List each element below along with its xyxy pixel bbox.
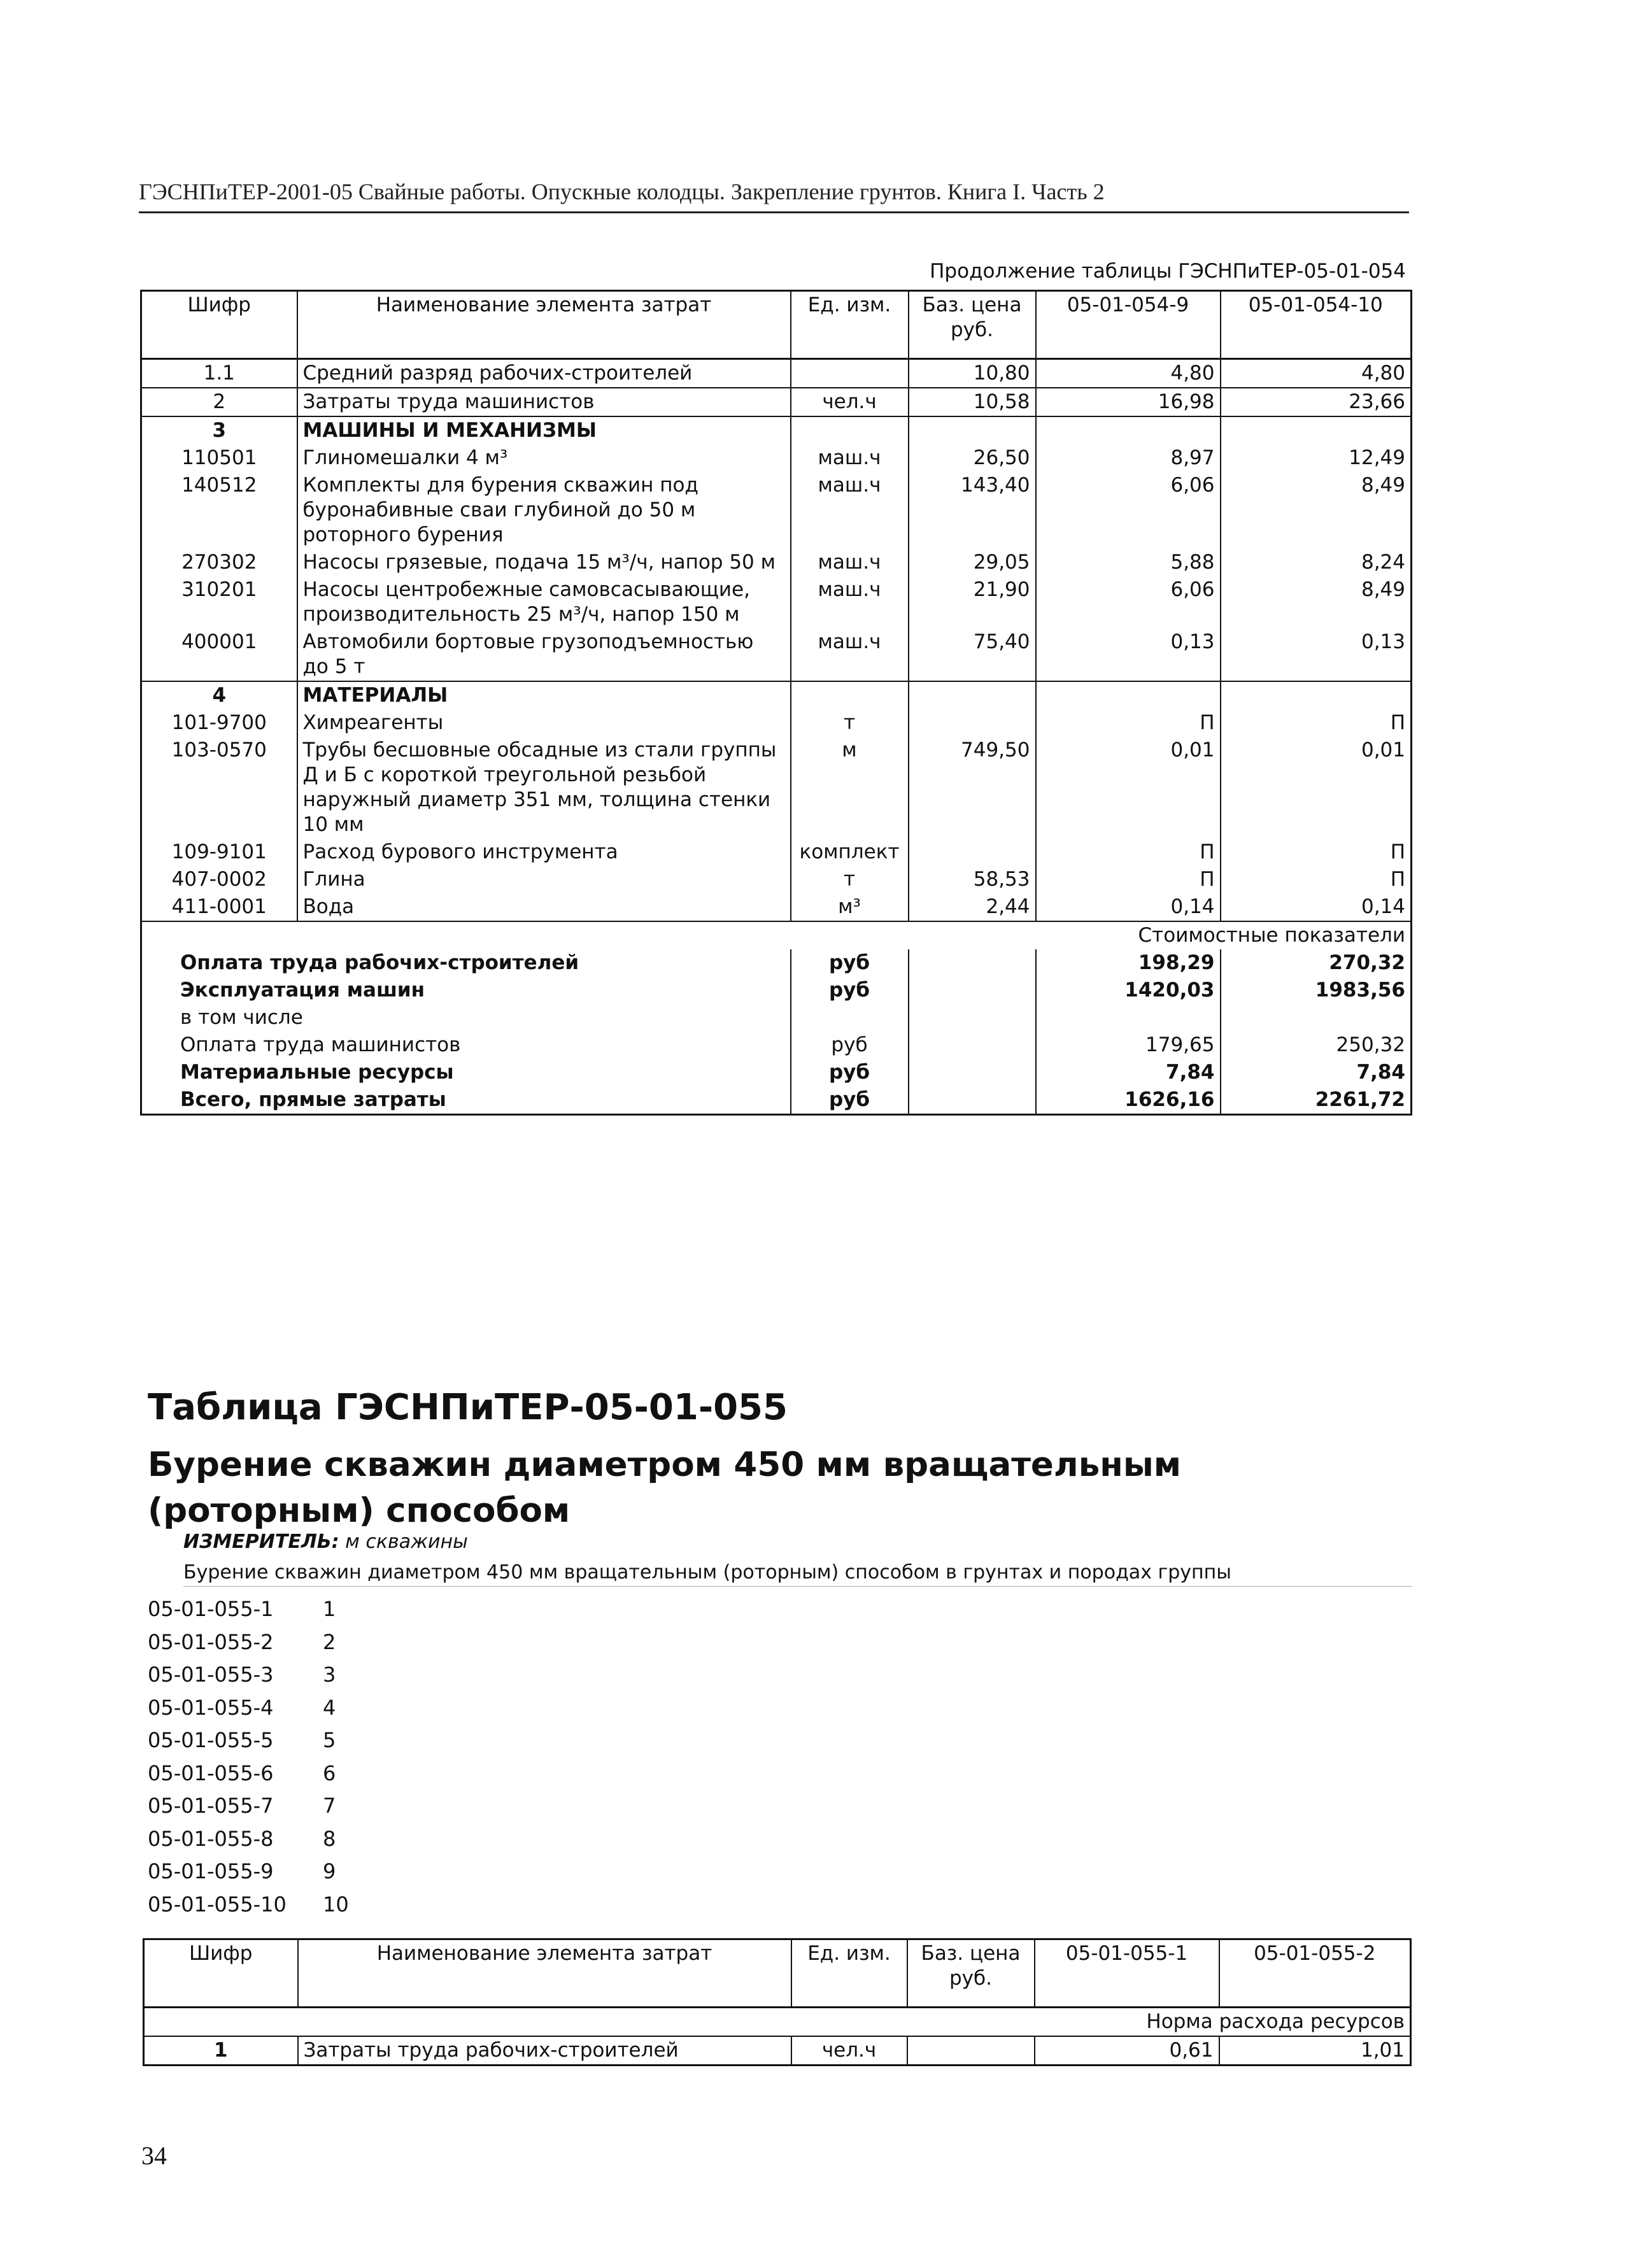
cost-name: Оплата труда машинистов bbox=[180, 1033, 461, 1056]
cell-unit: м³ bbox=[791, 893, 909, 921]
table-row bbox=[141, 549, 1412, 576]
cell-price: 26,50 bbox=[909, 444, 1036, 472]
table-row bbox=[141, 444, 1412, 472]
measure-label: ИЗМЕРИТЕЛЬ: bbox=[183, 1531, 339, 1553]
cell-unit: маш.ч bbox=[791, 444, 909, 472]
code-group: 4 bbox=[323, 1695, 336, 1720]
cost-value-1: 1626,16 bbox=[1036, 1086, 1221, 1115]
cost-value-1: 1420,03 bbox=[1036, 977, 1221, 1004]
cost-price-empty bbox=[909, 977, 1036, 1004]
code-list-item bbox=[148, 1889, 349, 1922]
cell-value-1: 8,97 bbox=[1036, 444, 1221, 472]
table-row bbox=[141, 893, 1412, 921]
cell-name: Химреагенты bbox=[297, 709, 791, 737]
cost-unit bbox=[791, 1004, 909, 1031]
cell-unit: маш.ч bbox=[791, 472, 909, 549]
cost-unit: руб bbox=[791, 1059, 909, 1086]
cell-value-2: 12,49 bbox=[1221, 444, 1412, 472]
header-name: Наименование элемента затрат bbox=[298, 1939, 791, 2008]
code-group: 7 bbox=[323, 1794, 336, 1818]
table-continuation-label: Продолжение таблицы ГЭСНПиТЕР-05-01-054 bbox=[930, 260, 1406, 283]
table-row bbox=[141, 866, 1412, 893]
code-list-item bbox=[148, 1692, 349, 1725]
cell-price: 10,58 bbox=[909, 388, 1036, 416]
cell-value-2: 0,14 bbox=[1221, 893, 1412, 921]
table-row bbox=[141, 681, 1412, 709]
cell-value-2: П bbox=[1221, 709, 1412, 737]
cell-value-1 bbox=[1036, 416, 1221, 444]
cell-unit: маш.ч bbox=[791, 628, 909, 681]
header-unit: Ед. изм. bbox=[791, 291, 909, 359]
cell-unit: чел.ч bbox=[791, 2036, 907, 2066]
table-row bbox=[141, 472, 1412, 549]
cell-code: 310201 bbox=[181, 578, 257, 601]
code-group: 1 bbox=[323, 1597, 336, 1621]
cost-body bbox=[141, 949, 1412, 1115]
page-number: 34 bbox=[141, 2141, 167, 2170]
cell-name: Затраты труда рабочих-строителей bbox=[298, 2036, 791, 2066]
code-group: 6 bbox=[323, 1761, 336, 1785]
code-group: 3 bbox=[323, 1662, 336, 1687]
cell-name: МАШИНЫ И МЕХАНИЗМЫ bbox=[297, 416, 791, 444]
cell-name: Насосы центробежные самовсасывающие, производительность 25 м³/ч, напор 150 м bbox=[297, 576, 791, 628]
code-list-item bbox=[148, 1659, 349, 1692]
cell-value-1: 0,01 bbox=[1036, 737, 1221, 839]
cell-name: Вода bbox=[297, 893, 791, 921]
cell-unit bbox=[791, 359, 909, 388]
cost-name: в том числе bbox=[180, 1006, 303, 1029]
cell-value-1: П bbox=[1036, 839, 1221, 866]
cost-unit: руб bbox=[791, 1031, 909, 1059]
cell-name: Автомобили бортовые грузоподъемностью до 5 т bbox=[297, 628, 791, 681]
cell-name: Затраты труда машинистов bbox=[297, 388, 791, 416]
header-col2: 05-01-055-2 bbox=[1219, 1939, 1411, 2008]
header-col1: 05-01-055-1 bbox=[1035, 1939, 1219, 2008]
code-group: 8 bbox=[323, 1826, 336, 1851]
cell-value-1: 5,88 bbox=[1036, 549, 1221, 576]
code-list-item bbox=[148, 1790, 349, 1823]
cost-value-2: 7,84 bbox=[1221, 1059, 1412, 1086]
cell-code: 270302 bbox=[181, 551, 257, 574]
cell-unit: т bbox=[791, 709, 909, 737]
cell-unit bbox=[791, 416, 909, 444]
cell-unit: чел.ч bbox=[791, 388, 909, 416]
cost-row bbox=[141, 977, 1412, 1004]
code-list-item bbox=[148, 1724, 349, 1757]
table-body bbox=[141, 359, 1412, 922]
cell-price bbox=[909, 416, 1036, 444]
cell-code: 1 bbox=[213, 2039, 228, 2062]
cell-value-2: 1,01 bbox=[1219, 2036, 1411, 2066]
cost-value-1: 7,84 bbox=[1036, 1059, 1221, 1086]
norm-row bbox=[144, 2008, 1411, 2037]
code-list-item bbox=[148, 1757, 349, 1790]
cell-code: 4 bbox=[141, 681, 297, 709]
cell-value-2: 23,66 bbox=[1221, 388, 1412, 416]
cell-unit bbox=[791, 681, 909, 709]
cell-value-1: 6,06 bbox=[1036, 576, 1221, 628]
table-row bbox=[144, 2036, 1411, 2066]
cost-price-empty bbox=[909, 1004, 1036, 1031]
header-price: Баз. цена руб. bbox=[907, 1939, 1035, 2008]
cell-name: Глина bbox=[297, 866, 791, 893]
cell-value-2: 0,13 bbox=[1221, 628, 1412, 681]
running-header: ГЭСНПиТЕР-2001-05 Свайные работы. Опускные колодцы. Закрепление грунтов. Книга I. Часть 2 bbox=[139, 178, 1409, 213]
cell-code: 3 bbox=[141, 416, 297, 444]
cell-price: 29,05 bbox=[909, 549, 1036, 576]
description: Бурение скважин диаметром 450 мм вращательным (роторным) способом в грунтах и породах группы bbox=[183, 1561, 1412, 1587]
code-id: 05-01-055-10 bbox=[148, 1892, 287, 1917]
cell-code: 2 bbox=[141, 388, 297, 416]
cell-value-1: 0,13 bbox=[1036, 628, 1221, 681]
cost-unit: руб bbox=[791, 977, 909, 1004]
cost-value-2: 250,32 bbox=[1221, 1031, 1412, 1059]
table-subtitle: Бурение скважин диаметром 450 мм вращательным (роторным) способом bbox=[148, 1445, 1182, 1530]
code-id: 05-01-055-7 bbox=[148, 1794, 274, 1818]
cost-row bbox=[141, 1004, 1412, 1031]
cell-value-2: 8,49 bbox=[1221, 472, 1412, 549]
cell-value-1: 0,61 bbox=[1035, 2036, 1219, 2066]
cell-code: 1.1 bbox=[203, 362, 235, 385]
code-id: 05-01-055-4 bbox=[148, 1695, 274, 1720]
cell-value-2: П bbox=[1221, 866, 1412, 893]
cell-value-1: П bbox=[1036, 709, 1221, 737]
header-name: Наименование элемента затрат bbox=[297, 291, 791, 359]
cell-price: 58,53 bbox=[909, 866, 1036, 893]
table-title: Таблица ГЭСНПиТЕР-05-01-055 bbox=[148, 1387, 788, 1428]
cost-unit: руб bbox=[791, 949, 909, 977]
cost-value-2: 2261,72 bbox=[1221, 1086, 1412, 1115]
cell-unit: т bbox=[791, 866, 909, 893]
code-id: 05-01-055-3 bbox=[148, 1662, 274, 1687]
cell-price bbox=[909, 709, 1036, 737]
cost-name: Эксплуатация машин bbox=[180, 979, 425, 1002]
code-id: 05-01-055-8 bbox=[148, 1826, 274, 1851]
cell-value-2: П bbox=[1221, 839, 1412, 866]
cell-name: Комплекты для бурения скважин под буронабивные сваи глубиной до 50 м роторного бурения bbox=[297, 472, 791, 549]
table-row bbox=[141, 416, 1412, 444]
cost-row bbox=[141, 1059, 1412, 1086]
code-group: 2 bbox=[323, 1629, 336, 1654]
cell-code: 140512 bbox=[181, 474, 257, 497]
cost-name: Оплата труда рабочих-строителей bbox=[180, 951, 579, 974]
code-group: 5 bbox=[323, 1728, 336, 1752]
cell-price: 749,50 bbox=[909, 737, 1036, 839]
cell-price bbox=[907, 2036, 1035, 2066]
table-row bbox=[141, 576, 1412, 628]
cell-value-2: 8,49 bbox=[1221, 576, 1412, 628]
cell-value-1: 16,98 bbox=[1036, 388, 1221, 416]
norm-label: Норма расхода ресурсов bbox=[144, 2008, 1411, 2037]
cell-value-1: 6,06 bbox=[1036, 472, 1221, 549]
header-unit: Ед. изм. bbox=[791, 1939, 907, 2008]
cell-name: Глиномешалки 4 м³ bbox=[297, 444, 791, 472]
cell-name: Насосы грязевые, подача 15 м³/ч, напор 50 м bbox=[297, 549, 791, 576]
cost-value-1 bbox=[1036, 1004, 1221, 1031]
table-body bbox=[144, 2036, 1411, 2066]
table-row bbox=[141, 628, 1412, 681]
cell-name: Средний разряд рабочих-строителей bbox=[297, 359, 791, 388]
header-price: Баз. цена руб. bbox=[909, 291, 1036, 359]
cell-unit: маш.ч bbox=[791, 576, 909, 628]
cell-value-1: 0,14 bbox=[1036, 893, 1221, 921]
table-row bbox=[141, 388, 1412, 416]
table-header-row bbox=[141, 291, 1412, 359]
cell-unit: маш.ч bbox=[791, 549, 909, 576]
table-header-row bbox=[144, 1939, 1411, 2008]
cell-code: 400001 bbox=[181, 630, 257, 653]
cell-name: Трубы бесшовные обсадные из стали группы Д и Б с короткой треугольной резьбой наружный диаметр 351 мм, толщина стенки 10 мм bbox=[297, 737, 791, 839]
table-row bbox=[141, 737, 1412, 839]
cost-name: Всего, прямые затраты bbox=[180, 1088, 446, 1111]
cell-value-2: 4,80 bbox=[1221, 359, 1412, 388]
table-row bbox=[141, 359, 1412, 388]
header-code: Шифр bbox=[141, 291, 297, 359]
cell-price: 21,90 bbox=[909, 576, 1036, 628]
code-list-item bbox=[148, 1626, 349, 1659]
cell-value-2 bbox=[1221, 416, 1412, 444]
header-col1: 05-01-054-9 bbox=[1036, 291, 1221, 359]
measure-value: м скважины bbox=[345, 1531, 468, 1553]
cost-row bbox=[141, 1086, 1412, 1115]
code-list-item bbox=[148, 1855, 349, 1889]
cell-name: МАТЕРИАЛЫ bbox=[297, 681, 791, 709]
cell-value-1: 4,80 bbox=[1036, 359, 1221, 388]
code-group: 10 bbox=[323, 1892, 349, 1917]
cell-name: Расход бурового инструмента bbox=[297, 839, 791, 866]
cell-code: 110501 bbox=[181, 446, 257, 469]
cell-price: 2,44 bbox=[909, 893, 1036, 921]
cost-price-empty bbox=[909, 1059, 1036, 1086]
code-id: 05-01-055-2 bbox=[148, 1629, 274, 1654]
header-code: Шифр bbox=[144, 1939, 298, 2008]
code-id: 05-01-055-6 bbox=[148, 1761, 274, 1785]
code-id: 05-01-055-5 bbox=[148, 1728, 274, 1752]
cell-value-2: 0,01 bbox=[1221, 737, 1412, 839]
cost-price-empty bbox=[909, 1086, 1036, 1115]
cost-name: Материальные ресурсы bbox=[180, 1061, 454, 1084]
cost-price-empty bbox=[909, 1031, 1036, 1059]
code-group: 9 bbox=[323, 1859, 336, 1883]
cell-code: 411-0001 bbox=[171, 895, 267, 918]
cell-price bbox=[909, 839, 1036, 866]
cost-row bbox=[141, 1031, 1412, 1059]
table-row bbox=[141, 709, 1412, 737]
cell-code: 109-9101 bbox=[171, 840, 267, 863]
code-list-item bbox=[148, 1593, 349, 1626]
cell-price: 143,40 bbox=[909, 472, 1036, 549]
code-list bbox=[148, 1593, 349, 1921]
cell-code: 101-9700 bbox=[171, 711, 267, 734]
cell-code: 103-0570 bbox=[171, 739, 267, 762]
cell-price: 10,80 bbox=[909, 359, 1036, 388]
resource-table-054 bbox=[140, 290, 1412, 1116]
header-col2: 05-01-054-10 bbox=[1221, 291, 1412, 359]
table-row bbox=[141, 839, 1412, 866]
cost-indicators-label: Стоимостные показатели bbox=[141, 921, 1412, 949]
cost-price-empty bbox=[909, 949, 1036, 977]
cell-unit: комплект bbox=[791, 839, 909, 866]
cell-value-1 bbox=[1036, 681, 1221, 709]
cell-unit: м bbox=[791, 737, 909, 839]
cost-value-2: 270,32 bbox=[1221, 949, 1412, 977]
code-list-item bbox=[148, 1823, 349, 1856]
measure-line bbox=[183, 1531, 468, 1553]
resource-table-055 bbox=[143, 1938, 1412, 2066]
cost-unit: руб bbox=[791, 1086, 909, 1115]
cell-price bbox=[909, 681, 1036, 709]
cost-row bbox=[141, 949, 1412, 977]
cost-indicators-row bbox=[141, 921, 1412, 949]
cell-value-2 bbox=[1221, 681, 1412, 709]
code-id: 05-01-055-9 bbox=[148, 1859, 274, 1883]
cell-value-2: 8,24 bbox=[1221, 549, 1412, 576]
cost-value-1: 179,65 bbox=[1036, 1031, 1221, 1059]
cost-value-2 bbox=[1221, 1004, 1412, 1031]
code-id: 05-01-055-1 bbox=[148, 1597, 274, 1621]
cost-value-2: 1983,56 bbox=[1221, 977, 1412, 1004]
cost-value-1: 198,29 bbox=[1036, 949, 1221, 977]
cell-price: 75,40 bbox=[909, 628, 1036, 681]
cell-value-1: П bbox=[1036, 866, 1221, 893]
cell-code: 407-0002 bbox=[171, 868, 267, 891]
